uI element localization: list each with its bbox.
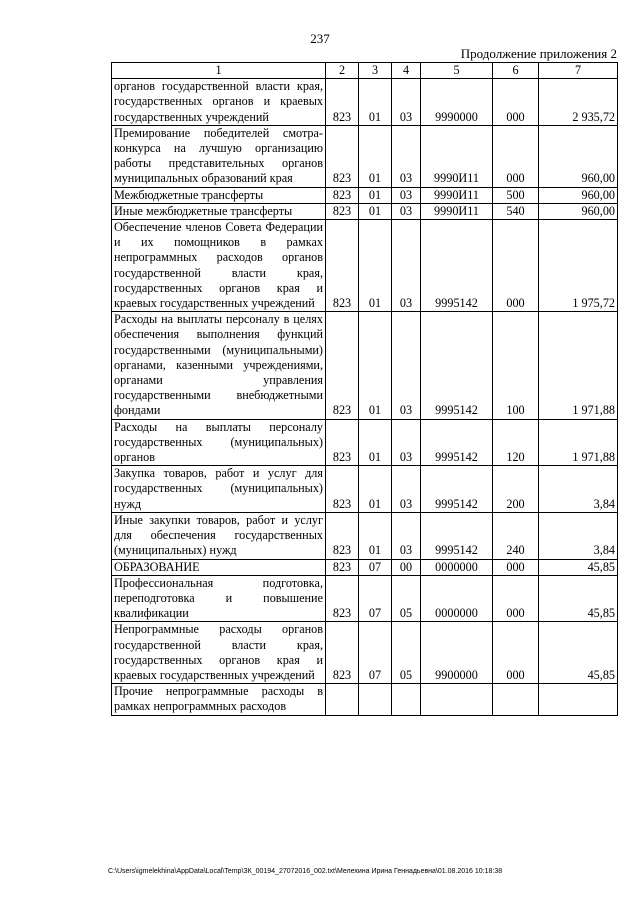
- column-header: 7: [539, 63, 618, 79]
- cell-subsection: 03: [392, 312, 421, 419]
- cell-expense-type: 120: [493, 419, 539, 466]
- cell-target-article: 9995142: [421, 419, 493, 466]
- cell-ministry: 823: [326, 575, 359, 622]
- cell-subsection: 03: [392, 187, 421, 203]
- cell-section: 01: [359, 220, 392, 312]
- row-name: органов государственной власти края, государственных органов и краевых государственных учреждений: [112, 79, 326, 126]
- cell-section: 01: [359, 187, 392, 203]
- row-name: ОБРАЗОВАНИЕ: [112, 559, 326, 575]
- cell-target-article: 9990000: [421, 79, 493, 126]
- cell-expense-type: 000: [493, 575, 539, 622]
- cell-amount: 960,00: [539, 203, 618, 219]
- row-name: Межбюджетные трансферты: [112, 187, 326, 203]
- page-number: 237: [310, 31, 330, 46]
- cell-ministry: 823: [326, 203, 359, 219]
- table-row: [112, 203, 618, 219]
- column-header: 5: [421, 63, 493, 79]
- table-row: [112, 466, 618, 513]
- cell-amount: 1 971,88: [539, 312, 618, 419]
- column-header: 4: [392, 63, 421, 79]
- table-row: [112, 575, 618, 622]
- cell-target-article: 9990И11: [421, 203, 493, 219]
- row-name: Иные закупки товаров, работ и услуг для обеспечения государственных (муниципальных) нужд: [112, 512, 326, 559]
- table-row: [112, 419, 618, 466]
- cell-subsection: 03: [392, 125, 421, 187]
- cell-expense-type: 500: [493, 187, 539, 203]
- cell-target-article: 9995142: [421, 312, 493, 419]
- cell-subsection: 03: [392, 512, 421, 559]
- row-name: Непрограммные расходы органов государственной власти края, государственных органов края и краевых государственных учреждений: [112, 622, 326, 684]
- table-row: [112, 312, 618, 419]
- cell-expense-type: 000: [493, 622, 539, 684]
- cell-target-article: 0000000: [421, 559, 493, 575]
- cell-target-article: 9995142: [421, 220, 493, 312]
- row-name: Расходы на выплаты персоналу государственных (муниципальных) органов: [112, 419, 326, 466]
- column-header: 6: [493, 63, 539, 79]
- cell-subsection: 03: [392, 419, 421, 466]
- appendix-caption: Продолжение приложения 2: [460, 46, 617, 61]
- cell-amount: 3,84: [539, 512, 618, 559]
- row-name: Закупка товаров, работ и услуг для государственных (муниципальных) нужд: [112, 466, 326, 513]
- table-row: [112, 684, 618, 715]
- cell-subsection: [392, 684, 421, 715]
- cell-expense-type: 200: [493, 466, 539, 513]
- header-row: [112, 63, 618, 79]
- cell-expense-type: 540: [493, 203, 539, 219]
- cell-subsection: 03: [392, 203, 421, 219]
- row-name: Прочие непрограммные расходы в рамках непрограммных расходов: [112, 684, 326, 715]
- cell-ministry: 823: [326, 79, 359, 126]
- cell-subsection: 05: [392, 622, 421, 684]
- cell-expense-type: 000: [493, 220, 539, 312]
- cell-subsection: 03: [392, 79, 421, 126]
- table-row: [112, 125, 618, 187]
- cell-ministry: 823: [326, 220, 359, 312]
- cell-expense-type: 000: [493, 559, 539, 575]
- row-name: Иные межбюджетные трансферты: [112, 203, 326, 219]
- cell-amount: 3,84: [539, 466, 618, 513]
- cell-section: 01: [359, 466, 392, 513]
- cell-expense-type: [493, 684, 539, 715]
- cell-ministry: 823: [326, 187, 359, 203]
- cell-target-article: 9995142: [421, 512, 493, 559]
- cell-target-article: [421, 684, 493, 715]
- cell-target-article: 9900000: [421, 622, 493, 684]
- column-header: 3: [359, 63, 392, 79]
- cell-section: 01: [359, 203, 392, 219]
- budget-table: [111, 62, 618, 716]
- cell-expense-type: 000: [493, 79, 539, 126]
- table-row: [112, 512, 618, 559]
- row-name: Премирование победителей смотра-конкурса на лучшую организацию работы представительных органов муниципальных образований края: [112, 125, 326, 187]
- cell-target-article: 0000000: [421, 575, 493, 622]
- cell-ministry: 823: [326, 512, 359, 559]
- table-row: [112, 187, 618, 203]
- cell-section: 07: [359, 622, 392, 684]
- cell-amount: 45,85: [539, 559, 618, 575]
- cell-expense-type: 100: [493, 312, 539, 419]
- cell-amount: [539, 684, 618, 715]
- cell-ministry: 823: [326, 312, 359, 419]
- cell-subsection: 00: [392, 559, 421, 575]
- cell-section: 07: [359, 559, 392, 575]
- cell-amount: 45,85: [539, 575, 618, 622]
- row-name: Расходы на выплаты персоналу в целях обеспечения выполнения функций государственными (муниципальными) органами, казенными учреждениями, органами управления государственными внебюджетными фондами: [112, 312, 326, 419]
- cell-target-article: 9990И11: [421, 187, 493, 203]
- row-name: Профессиональная подготовка, переподготовка и повышение квалификации: [112, 575, 326, 622]
- cell-section: 01: [359, 312, 392, 419]
- cell-section: [359, 684, 392, 715]
- cell-subsection: 03: [392, 466, 421, 513]
- cell-ministry: 823: [326, 419, 359, 466]
- table-row: [112, 559, 618, 575]
- file-path-footer: C:\Users\igmelekhina\AppData\Local\Temp\ЗК_00194_27072016_002.txt\Мелехина Ирина Геннадьевна\01.08.2016 10:18:38: [108, 868, 503, 875]
- table-row: [112, 622, 618, 684]
- cell-target-article: 9990И11: [421, 125, 493, 187]
- cell-amount: 960,00: [539, 187, 618, 203]
- cell-section: 01: [359, 512, 392, 559]
- table-row: [112, 79, 618, 126]
- cell-amount: 1 971,88: [539, 419, 618, 466]
- cell-expense-type: 240: [493, 512, 539, 559]
- cell-amount: 45,85: [539, 622, 618, 684]
- cell-subsection: 03: [392, 220, 421, 312]
- table-row: [112, 220, 618, 312]
- column-header: 2: [326, 63, 359, 79]
- row-name: Обеспечение членов Совета Федерации и их помощников в рамках непрограммных расходов органов государственной власти края, государственных органов края и краевых государственных учреждений: [112, 220, 326, 312]
- column-header: 1: [112, 63, 326, 79]
- cell-section: 01: [359, 419, 392, 466]
- cell-amount: 1 975,72: [539, 220, 618, 312]
- cell-subsection: 05: [392, 575, 421, 622]
- cell-ministry: [326, 684, 359, 715]
- cell-section: 01: [359, 79, 392, 126]
- cell-section: 01: [359, 125, 392, 187]
- cell-ministry: 823: [326, 466, 359, 513]
- cell-section: 07: [359, 575, 392, 622]
- cell-ministry: 823: [326, 125, 359, 187]
- cell-target-article: 9995142: [421, 466, 493, 513]
- cell-expense-type: 000: [493, 125, 539, 187]
- cell-amount: 2 935,72: [539, 79, 618, 126]
- cell-ministry: 823: [326, 559, 359, 575]
- cell-ministry: 823: [326, 622, 359, 684]
- cell-amount: 960,00: [539, 125, 618, 187]
